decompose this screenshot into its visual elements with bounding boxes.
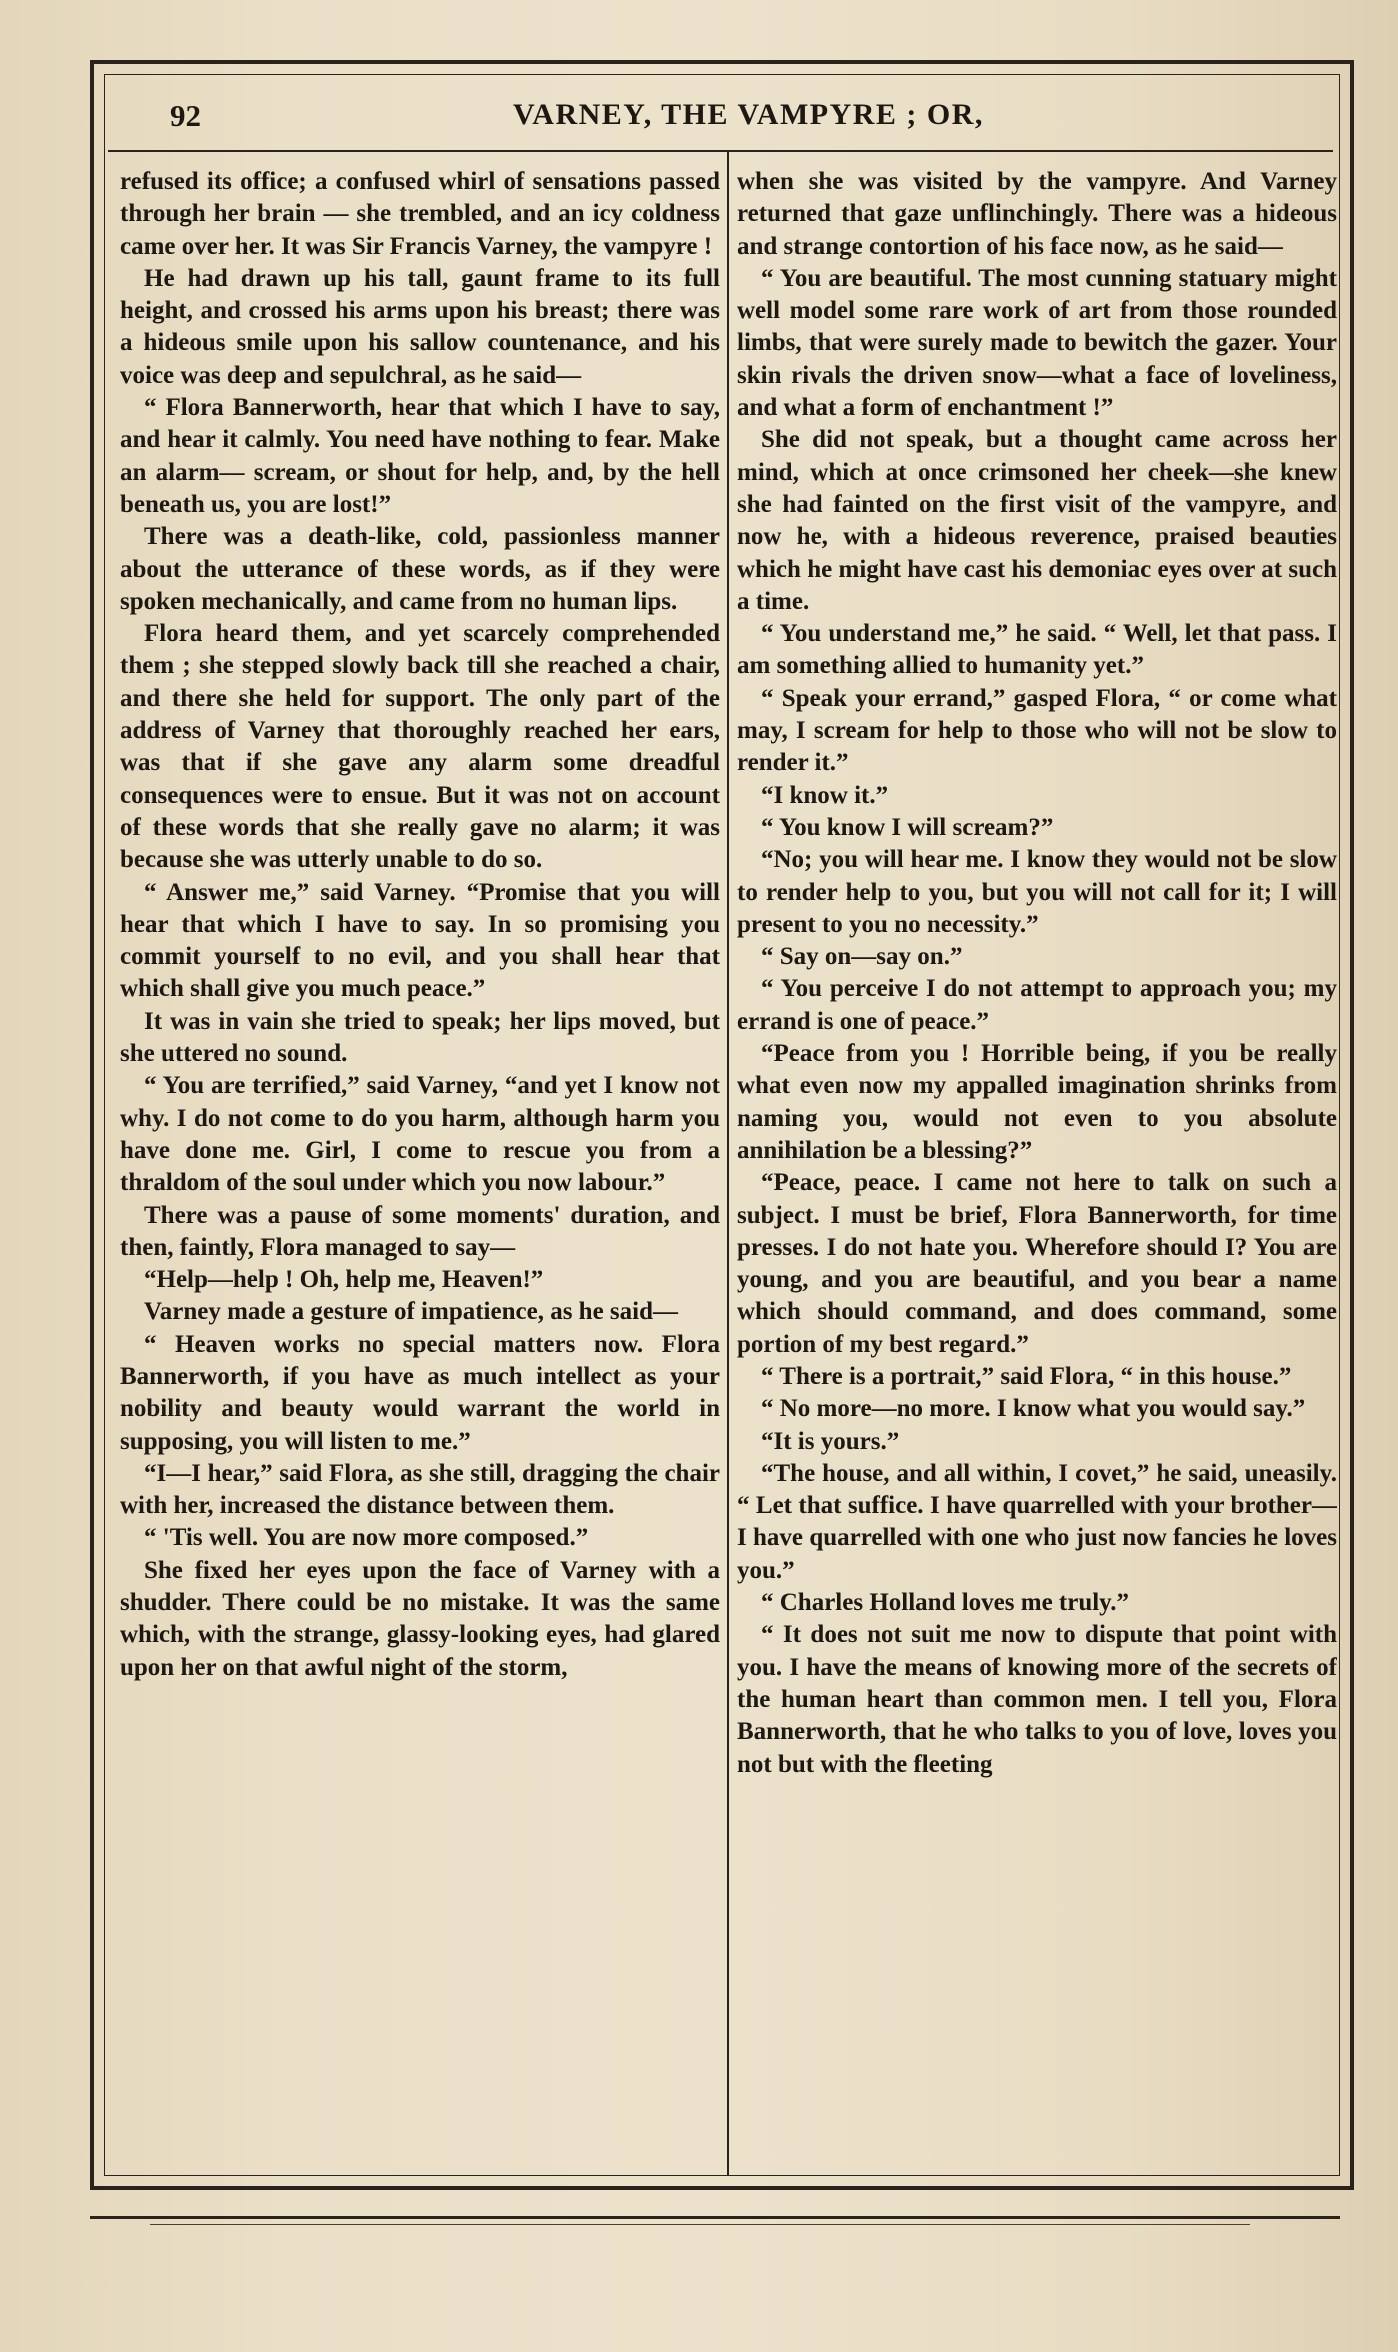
paragraph: “ There is a portrait,” said Flora, “ in this house.” [761, 1362, 1292, 1390]
paragraph: “Peace from you ! Horrible being, if you be really what even now my appalled imagination shrinks from naming you, would not even to you absolute annihilation be a blessing?” [737, 1040, 1337, 1164]
left-column [120, 166, 720, 2171]
paragraph: Flora heard them, and yet scarcely comprehended them ; she stepped slowly back till she reached a chair, and there she held for support. The only part of the address of Varney that thoroughly reached her ears, was that if she gave any alarm some dreadful consequences were to ensue. But it was not on account of these words that she really gave no alarm; it was because she was utterly unable to do so. [120, 620, 720, 874]
page-number: 92 [170, 98, 201, 133]
paragraph: “It is yours.” [761, 1427, 900, 1455]
paragraph: “ No more—no more. I know what you would say.” [761, 1395, 1306, 1423]
bottom-rule [90, 2216, 1340, 2219]
paragraph: “ Charles Holland loves me truly.” [761, 1589, 1130, 1617]
paragraph: when she was visited by the vampyre. And Varney returned that gaze unflinchingly. There was a hideous and strange contortion of his face now, as he said— [737, 168, 1337, 260]
paragraph: It was in vain she tried to speak; her lips moved, but she uttered no sound. [120, 1007, 720, 1068]
paragraph: “ It does not suit me now to dispute that point with you. I have the means of knowing more of the secrets of the human heart than common men. I tell you, Flora Bannerworth, that he who talks to you of love, loves you not but with the fleeting [737, 1621, 1337, 1778]
right-column [737, 166, 1337, 2171]
paragraph: There was a pause of some moments' duration, and then, faintly, Flora managed to say— [120, 1201, 720, 1261]
paragraph: “Help—help ! Oh, help me, Heaven!” [144, 1266, 544, 1294]
paragraph: “Peace, peace. I came not here to talk on such a subject. I must be brief, Flora Bannerworth, for time presses. I do not hate you. Wherefore should I? You are young, and you are beautiful, and you bear a name which should command, and does command, some portion of my best regard.” [737, 1169, 1337, 1358]
paragraph: “ Say on—say on.” [761, 943, 963, 971]
paragraph: “ Answer me,” said Varney. “Promise that you will hear that which I have to say. In so promising you commit yourself to no evil, and you shall hear that which shall give you much peace.” [120, 878, 720, 1003]
paragraph: “ You perceive I do not attempt to approach you; my errand is one of peace.” [737, 975, 1337, 1035]
paragraph: “ Speak your errand,” gasped Flora, “ or come what may, I scream for help to those who will not be slow to render it.” [737, 684, 1337, 777]
column-divider [727, 152, 729, 2176]
paragraph: refused its office; a confused whirl of sensations passed through her brain — she trembled, and an icy coldness came over her. It was Sir Francis Varney, the vampyre ! [120, 168, 720, 260]
paragraph: “I know it.” [761, 781, 889, 809]
paragraph: “ You understand me,” he said. “ Well, let that pass. I am something allied to humanity yet.” [737, 620, 1337, 680]
paragraph: “ 'Tis well. You are now more composed.” [144, 1524, 589, 1552]
paragraph: He had drawn up his tall, gaunt frame to its full height, and crossed his arms upon his breast; there was a hideous smile upon his sallow countenance, and his voice was deep and sepulchral, as he said— [120, 264, 720, 389]
paragraph: “The house, and all within, I covet,” he said, uneasily. “ Let that suffice. I have quarrelled with your brother—I have quarrelled with one who just now fancies he loves you.” [737, 1459, 1337, 1584]
paragraph: “ You are terrified,” said Varney, “and yet I know not why. I do not come to do you harm, although harm you have done me. Girl, I come to rescue you from a thraldom of the soul under which you now labour.” [120, 1072, 720, 1197]
running-title: VARNEY, THE VAMPYRE ; OR, [513, 98, 984, 131]
paragraph: “ Heaven works no special matters now. Flora Bannerworth, if you have as much intellect as your nobility and beauty would warrant the world in supposing, you will listen to me.” [120, 1330, 720, 1455]
paragraph: She did not speak, but a thought came across her mind, which at once crimsoned her cheek—she knew she had fainted on the first visit of the vampyre, and now he, with a hideous reverence, praised beauties which he might have cast his demoniac eyes over at such a time. [737, 426, 1337, 615]
paragraph: “ You are beautiful. The most cunning statuary might well model some rare work of art from those rounded limbs, that were surely made to bewitch the gazer. Your skin rivals the driven snow—what a face of loveliness, and what a form of enchantment !” [737, 264, 1337, 422]
paragraph: She fixed her eyes upon the face of Varney with a shudder. There could be no mistake. It was the same which, with the strange, glassy-looking eyes, had glared upon her on that awful night of the storm, [120, 1556, 720, 1681]
header-rule [108, 150, 1333, 152]
paragraph: “ You know I will scream?” [761, 813, 1054, 841]
bottom-rule-thin [150, 2224, 1250, 2225]
page-header [130, 92, 1320, 152]
paragraph: “ Flora Bannerworth, hear that which I have to say, and hear it calmly. You need have nothing to fear. Make an alarm— scream, or shout for help, and, by the hell beneath us, you are lost!” [120, 394, 720, 518]
paragraph: “No; you will hear me. I know they would not be slow to render help to you, but you will not call for it; I will present to you no necessity.” [737, 846, 1337, 938]
paragraph: Varney made a gesture of impatience, as he said— [144, 1298, 678, 1326]
paragraph: “I—I hear,” said Flora, as she still, dragging the chair with her, increased the distance between them. [120, 1459, 720, 1520]
paragraph: There was a death-like, cold, passionless manner about the utterance of these words, as if they were spoken mechanically, and came from no human lips. [120, 523, 720, 615]
